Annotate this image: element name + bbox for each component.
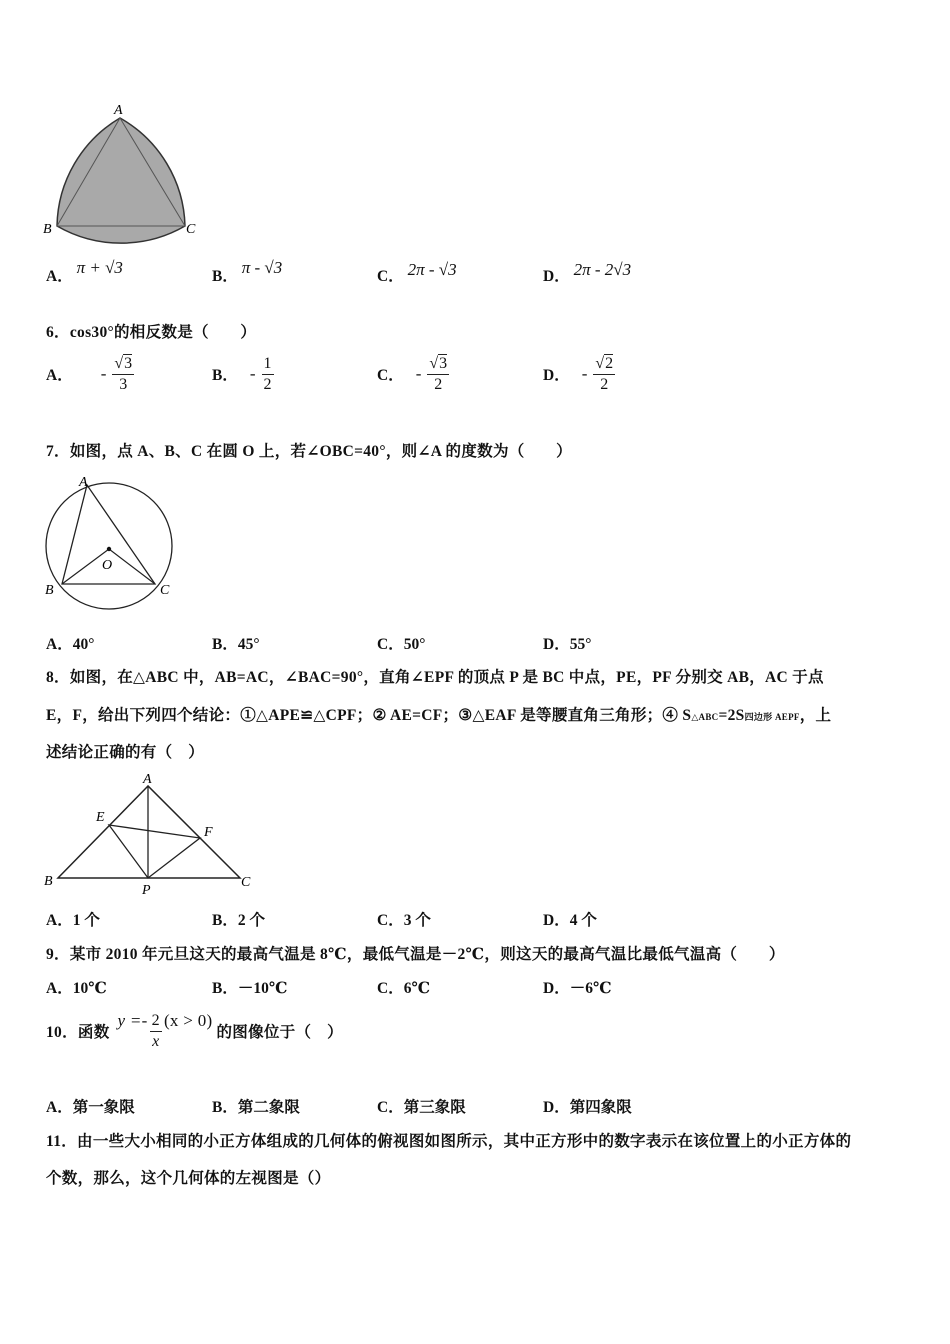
circle-triangle-figure (40, 472, 180, 614)
label-a: A (79, 475, 88, 490)
q5-option-d-expr: 2π - 2√3 (573, 260, 632, 279)
q5-option-b-expr: π - √3 (241, 258, 283, 277)
q9-option-c[interactable]: C．6℃ (377, 980, 431, 997)
triangle-abc (58, 786, 240, 878)
q5-option-b[interactable]: B． π - √3 (212, 258, 283, 285)
q6-option-c[interactable]: C． - $\frac{√3}{2}$ (377, 355, 448, 393)
label-b: B (43, 222, 52, 237)
q7-option-d[interactable]: D．55° (543, 636, 592, 653)
circle-o (46, 483, 172, 609)
isosceles-right-triangle-figure (40, 770, 260, 898)
label-b: B (44, 874, 53, 889)
reuleaux-triangle-figure (40, 98, 210, 248)
q8-option-d[interactable]: D．4 个 (543, 912, 597, 929)
label-c: C (186, 222, 196, 237)
q8-option-a[interactable]: A．1 个 (46, 912, 100, 929)
q7-option-a[interactable]: A．40° (46, 636, 95, 653)
q8-line-3: 述结论正确的有（ ） (46, 744, 205, 761)
q9-option-a[interactable]: A．10℃ (46, 980, 107, 997)
q5-option-c[interactable]: C． 2π - √3 (377, 260, 457, 285)
label-c: C (160, 583, 170, 598)
q6-option-d[interactable]: D． - $\frac{√2}{2}$ (543, 355, 614, 393)
q10-option-b[interactable]: B．第二象限 (212, 1099, 300, 1116)
q5-option-d[interactable]: D． 2π - 2√3 (543, 260, 632, 285)
label-p: P (142, 883, 151, 898)
label-f: F (204, 825, 213, 840)
q6-stem: 6．cos30°的相反数是（ ） (46, 324, 257, 341)
q10-option-d[interactable]: D．第四象限 (543, 1099, 632, 1116)
q8-line-2: E，F，给出下列四个结论：①△APE≌△CPF；② AE=CF；③△EAF 是等腰直角三角形；④ S△ABC=2S四边形 AEPF，上 (46, 707, 832, 724)
triangle-epf (109, 825, 200, 878)
q5-option-a[interactable]: A． π + √3 (46, 258, 123, 285)
label-c: C (241, 875, 251, 890)
q10-option-c[interactable]: C．第三象限 (377, 1099, 466, 1116)
q10-function-fraction: $\frac{2}{x}$ (151, 1012, 160, 1050)
q6-option-b-fraction: $\frac{1}{2}$ (263, 355, 272, 393)
q6-option-a[interactable]: A． - $\frac{√3}{3}$ (46, 355, 133, 393)
q10-option-a[interactable]: A．第一象限 (46, 1099, 135, 1116)
q11-line-2: 个数，那么，这个几何体的左视图是（） (46, 1170, 331, 1187)
q7-stem: 7．如图，点 A、B、C 在圆 O 上，若∠OBC=40°，则∠A 的度数为（ ） (46, 443, 572, 460)
q5-option-a-expr: π + √3 (76, 258, 123, 277)
q10-suffix: 的图像位于（ ） (216, 1024, 343, 1042)
q10-function-condition: (x > 0) (163, 1011, 213, 1031)
label-e: E (96, 810, 105, 825)
q6-option-d-fraction: $\frac{√2}{2}$ (595, 355, 614, 393)
q6-option-c-fraction: $\frac{√3}{2}$ (429, 355, 448, 393)
q10-function-lhs: y =- (117, 1011, 148, 1031)
center-point (107, 547, 111, 551)
label-o: O (102, 558, 113, 573)
q10-stem (46, 1012, 343, 1050)
q9-stem: 9．某市 2010 年元旦这天的最高气温是 8℃，最低气温是－2℃，则这天的最高气温比最低气温高（ ） (46, 946, 785, 963)
q9-option-b[interactable]: B．－10℃ (212, 980, 288, 997)
q7-option-c[interactable]: C．50° (377, 636, 426, 653)
q10-prefix: 10．函数 (46, 1024, 110, 1042)
q6-option-b[interactable]: B． - $\frac{1}{2}$ (212, 355, 272, 393)
reuleaux-shape (57, 118, 185, 243)
q11-line-1: 11．由一些大小相同的小正方体组成的几何体的俯视图如图所示，其中正方形中的数字表示在该位置上的小正方体的 (46, 1133, 852, 1150)
q7-option-b[interactable]: B．45° (212, 636, 260, 653)
label-a: A (114, 103, 123, 118)
q5-option-c-expr: 2π - √3 (407, 260, 457, 279)
q9-option-d[interactable]: D．－6℃ (543, 980, 612, 997)
q8-option-c[interactable]: C．3 个 (377, 912, 431, 929)
label-a: A (143, 772, 152, 787)
label-b: B (45, 583, 54, 598)
q8-line-1: 8．如图，在△ABC 中，AB=AC，∠BAC=90°，直角∠EPF 的顶点 P 是 BC 中点，PE，PF 分别交 AB，AC 于点 (46, 669, 824, 686)
q8-option-b[interactable]: B．2 个 (212, 912, 265, 929)
q6-option-a-fraction: $\frac{√3}{3}$ (114, 355, 133, 393)
